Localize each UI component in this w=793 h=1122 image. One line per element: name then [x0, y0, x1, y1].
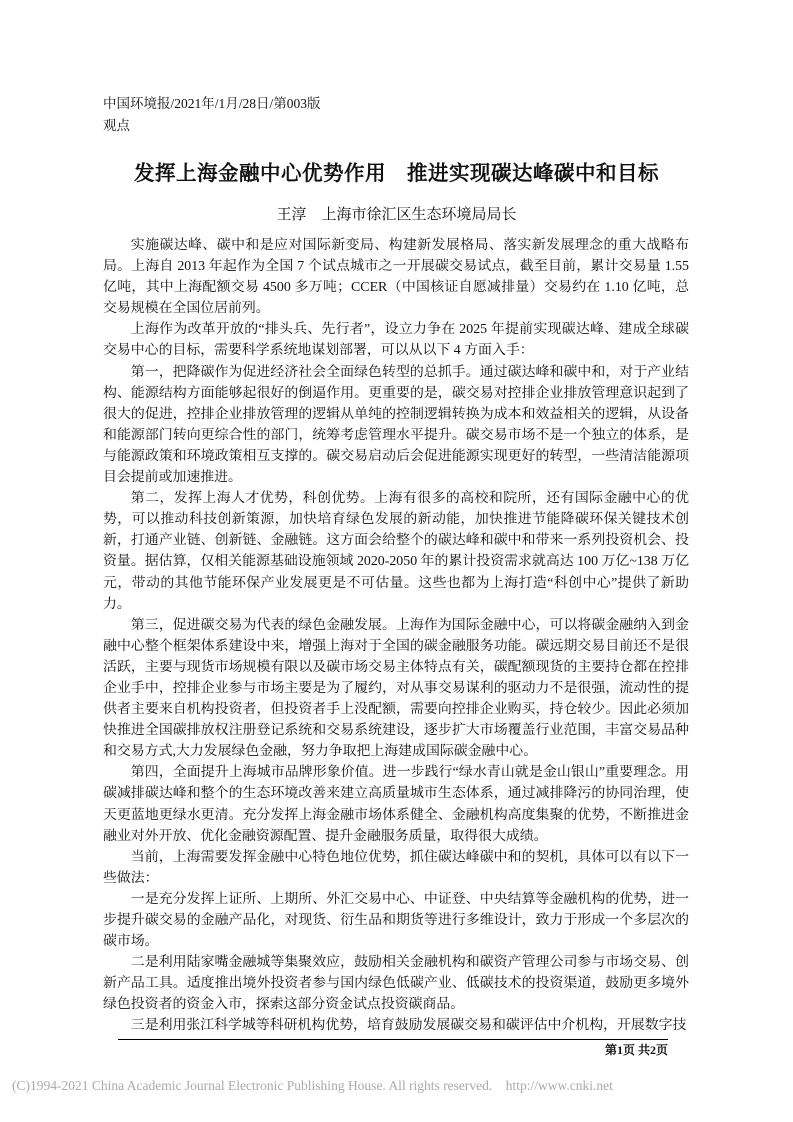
source-line: 中国环境报/2021年/1月/28日/第003版	[103, 96, 321, 111]
article-body	[103, 235, 689, 1037]
paragraph: 第三，促进碳交易为代表的绿色金融发展。上海作为国际金融中心，可以将碳金融纳入到金融中心整个框架体系建设中来，增强上海对于全国的碳金融服务功能。碳远期交易目前还不是很活跃，主要与现货市场规模有限以及碳市场交易主体特点有关，碳配额现货的主要持仓都在控排企业手中，控排企业参与市场主要是为了履约，对从事交易谋利的驱动力不是很强，流动性的提供者主要来自机构投资者，但投资者手上没配额，需要向控排企业购买，持仓较少。因此必须加快推进全国碳排放权注册登记系统和交易系统建设，逐步扩大市场覆盖行业范围，丰富交易品种和交易方式,大力发展绿色金融，努力争取把上海建成国际碳金融中心。	[103, 617, 689, 760]
paragraph: 当前，上海需要发挥金融中心特色地位优势，抓住碳达峰碳中和的契机，具体可以有以下一些做法：	[103, 849, 689, 886]
page-number: 第1页 共2页	[604, 1043, 668, 1057]
article-title: 发挥上海金融中心优势作用 推进实现碳达峰碳中和目标	[134, 161, 659, 185]
paragraph: 三是利用张江科学城等科研机构优势，培育鼓励发展碳交易和碳评估中介机构，开展数字技	[130, 1018, 687, 1034]
paragraph: 第一，把降碳作为促进经济社会全面绿色转型的总抓手。通过碳达峰和碳中和，对于产业结构、能源结构方面能够起很好的倒逼作用。更重要的是，碳交易对控排企业排放管理意识起到了很大的促进，控排企业排放管理的逻辑从单纯的控制逻辑转换为成本和效益相关的逻辑，从设备和能源部门转向更综合性的部门，统筹考虑管理水平提升。碳交易市场不是一个独立的体系，是与能源政策和环境政策相互支撑的。碳交易启动后会促进能源实现更好的转型，一些清洁能源项目会提前或加速推进。	[103, 364, 689, 486]
paragraph: 上海作为改革开放的“排头兵、先行者”，设立力争在 2025 年提前实现碳达峰、建成全球碳交易中心的目标，需要科学系统地谋划部署，可以从以下 4 方面入手：	[103, 322, 689, 359]
paragraph: 实施碳达峰、碳中和是应对国际新变局、构建新发展格局、落实新发展理念的重大战略布局。上海自 2013 年起作为全国 7 个试点城市之一开展碳交易试点，截至目前，累计交易量 1.55 亿吨，其中上海配额交易 4500 多万吨；CCER（中国核证自愿减排量）交易约在 1.10 亿吨，总交易规模在全国位居前列。	[103, 238, 689, 317]
paragraph: 一是充分发挥上证所、上期所、外汇交易中心、中证登、中央结算等金融机构的优势，进一步提升碳交易的金融产品化，对现货、衍生品和期货等进行多维设计，致力于形成一个多层次的碳市场。	[103, 891, 689, 950]
paragraph: 二是利用陆家嘴金融城等集聚效应，鼓励相关金融机构和碳资产管理公司参与市场交易、创新产品工具。适度推出境外投资者参与国内绿色低碳产业、低碳技术的投资渠道，鼓励更多境外绿色投资者的资金入市，探索这部分资金试点投资碳商品。	[103, 955, 689, 1013]
footer-divider	[118, 1039, 668, 1040]
author-line: 王淳 上海市徐汇区生态环境局局长	[276, 207, 517, 223]
paragraph: 第二，发挥上海人才优势，科创优势。上海有很多的高校和院所，还有国际金融中心的优势，可以推动科技创新策源，加快培育绿色发展的新动能，加快推进节能降碳环保关键技术创新，打通产业链、创新链、金融链。这方面会给整个的碳达峰和碳中和带来一系列投资机会、投资量。据估算，仅相关能源基础设施领域 2020-2050 年的累计投资需求就高达 100 万亿~138 万亿元，带动的其他节能环保产业发展更是不可估量。这些也都为上海打造“科创中心”提供了新助力。	[103, 491, 689, 612]
copyright-notice: (C)1994-2021 China Academic Journal Electronic Publishing House. All rights reserved. http://www.cnki.net	[12, 1078, 613, 1093]
column-label: 观点	[103, 118, 130, 133]
paragraph: 第四，全面提升上海城市品牌形象价值。进一步践行“绿水青山就是金山银山”重要理念。用碳减排碳达峰和整个的生态环境改善来建立高质量城市生态体系，通过减排降污的协同治理，使天更蓝地更绿水更清。充分发挥上海金融市场体系健全、金融机构高度集聚的优势，不断推进金融业对外开放、优化金融资源配置、提升金融服务质量，取得很大成绩。	[103, 765, 689, 844]
